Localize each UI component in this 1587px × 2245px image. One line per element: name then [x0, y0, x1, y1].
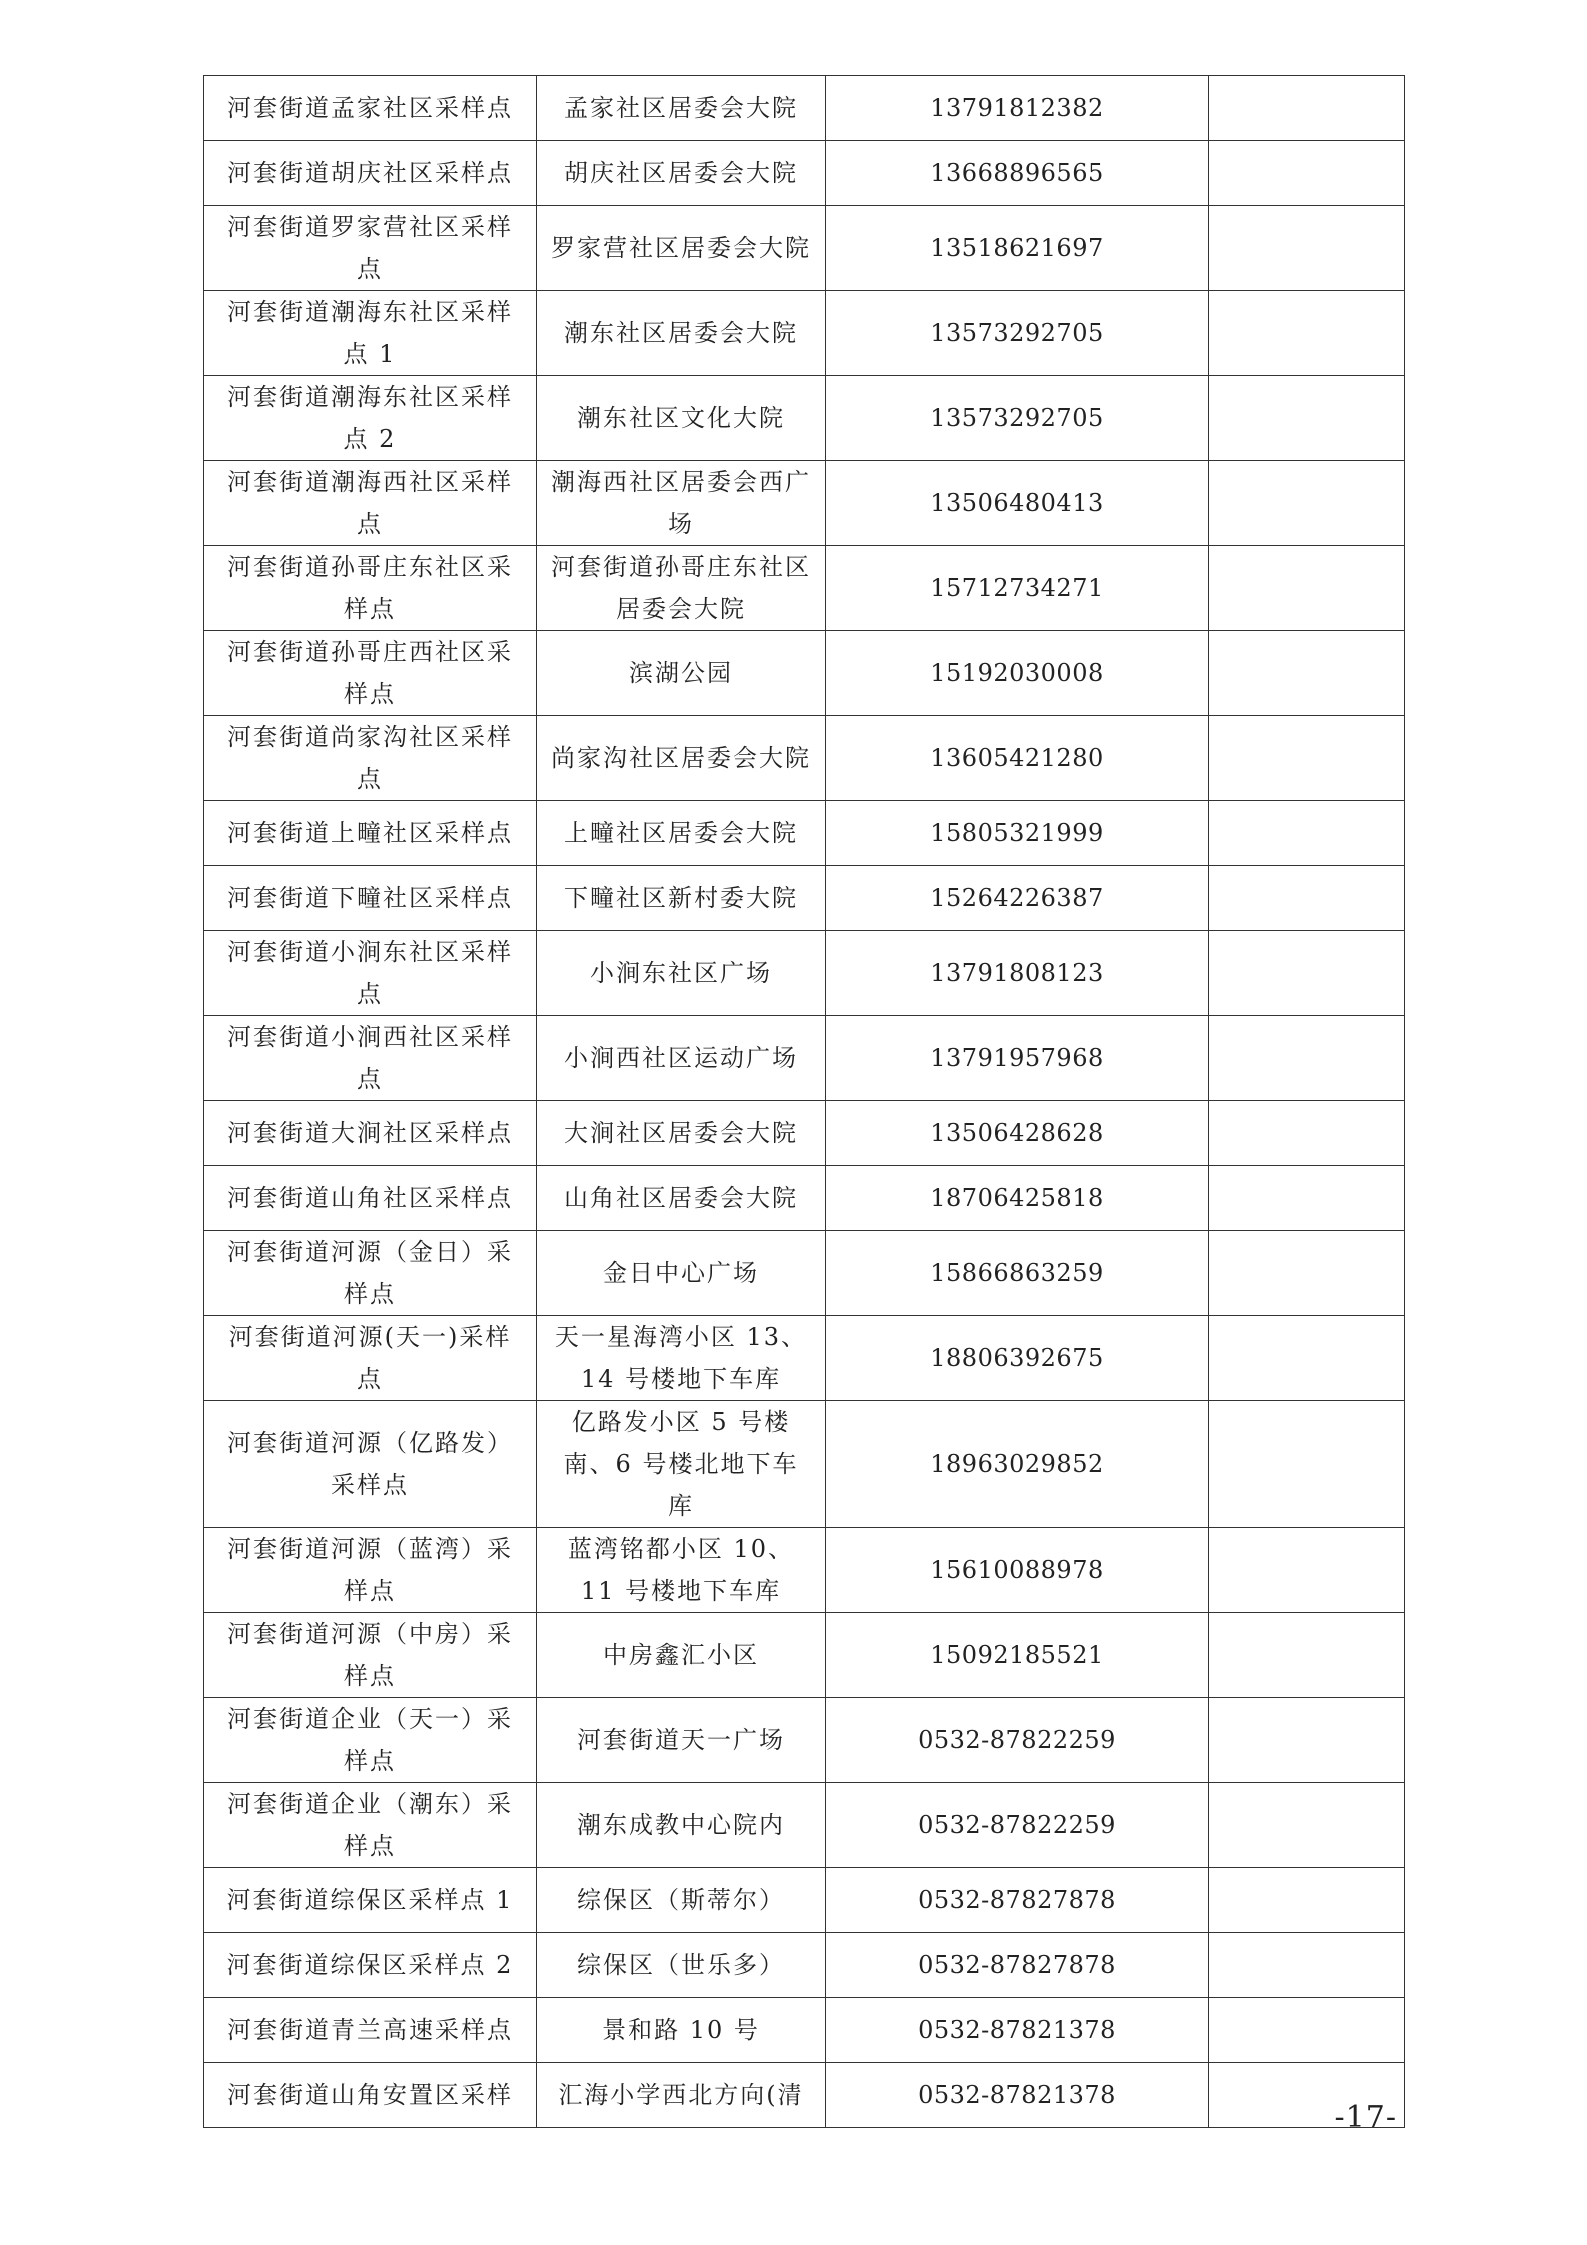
note-cell — [1209, 631, 1405, 716]
note-cell — [1209, 866, 1405, 931]
location-cell: 胡庆社区居委会大院 — [537, 141, 826, 206]
table-row — [204, 1613, 1405, 1698]
note-cell — [1209, 376, 1405, 461]
site-name-cell: 河套街道青兰高速采样点 — [204, 1998, 537, 2063]
site-name-cell: 河套街道企业（天一）采样点 — [204, 1698, 537, 1783]
phone-cell: 13668896565 — [826, 141, 1209, 206]
phone-cell: 15712734271 — [826, 546, 1209, 631]
table-row — [204, 291, 1405, 376]
site-name-cell: 河套街道综保区采样点 2 — [204, 1933, 537, 1998]
site-name-cell: 河套街道胡庆社区采样点 — [204, 141, 537, 206]
note-cell — [1209, 1316, 1405, 1401]
location-cell: 河套街道孙哥庄东社区居委会大院 — [537, 546, 826, 631]
phone-cell: 18806392675 — [826, 1316, 1209, 1401]
table-row — [204, 1231, 1405, 1316]
location-cell: 潮东社区居委会大院 — [537, 291, 826, 376]
phone-cell: 18963029852 — [826, 1401, 1209, 1528]
phone-cell: 0532-87821378 — [826, 2063, 1209, 2128]
table-row — [204, 141, 1405, 206]
phone-cell: 15264226387 — [826, 866, 1209, 931]
note-cell — [1209, 461, 1405, 546]
table-row — [204, 546, 1405, 631]
phone-cell: 13791957968 — [826, 1016, 1209, 1101]
phone-cell: 13506428628 — [826, 1101, 1209, 1166]
note-cell — [1209, 1868, 1405, 1933]
location-cell: 潮东社区文化大院 — [537, 376, 826, 461]
note-cell — [1209, 1101, 1405, 1166]
table-row — [204, 866, 1405, 931]
location-cell: 汇海小学西北方向(清 — [537, 2063, 826, 2128]
phone-cell: 13573292705 — [826, 376, 1209, 461]
phone-cell: 0532-87827878 — [826, 1933, 1209, 1998]
location-cell: 上疃社区居委会大院 — [537, 801, 826, 866]
phone-cell: 13506480413 — [826, 461, 1209, 546]
table-row — [204, 1868, 1405, 1933]
page-number: -17- — [1334, 2100, 1397, 2135]
phone-cell: 13518621697 — [826, 206, 1209, 291]
note-cell — [1209, 141, 1405, 206]
location-cell: 孟家社区居委会大院 — [537, 76, 826, 141]
location-cell: 小涧东社区广场 — [537, 931, 826, 1016]
table-row — [204, 1998, 1405, 2063]
phone-cell: 15610088978 — [826, 1528, 1209, 1613]
site-name-cell: 河套街道孟家社区采样点 — [204, 76, 537, 141]
note-cell — [1209, 1528, 1405, 1613]
note-cell — [1209, 1231, 1405, 1316]
site-name-cell: 河套街道山角安置区采样 — [204, 2063, 537, 2128]
note-cell — [1209, 206, 1405, 291]
phone-cell: 0532-87821378 — [826, 1998, 1209, 2063]
note-cell — [1209, 801, 1405, 866]
location-cell: 尚家沟社区居委会大院 — [537, 716, 826, 801]
table-row — [204, 1101, 1405, 1166]
note-cell — [1209, 1401, 1405, 1528]
sampling-sites-table — [203, 75, 1405, 2128]
location-cell: 亿路发小区 5 号楼南、6 号楼北地下车库 — [537, 1401, 826, 1528]
table-row — [204, 716, 1405, 801]
location-cell: 山角社区居委会大院 — [537, 1166, 826, 1231]
table-row — [204, 76, 1405, 141]
site-name-cell: 河套街道山角社区采样点 — [204, 1166, 537, 1231]
site-name-cell: 河套街道河源（亿路发）采样点 — [204, 1401, 537, 1528]
table-row — [204, 1166, 1405, 1231]
note-cell — [1209, 1166, 1405, 1231]
phone-cell: 13573292705 — [826, 291, 1209, 376]
table-row — [204, 376, 1405, 461]
site-name-cell: 河套街道企业（潮东）采样点 — [204, 1783, 537, 1868]
note-cell — [1209, 716, 1405, 801]
table-row — [204, 206, 1405, 291]
phone-cell: 15866863259 — [826, 1231, 1209, 1316]
site-name-cell: 河套街道潮海东社区采样点 1 — [204, 291, 537, 376]
site-name-cell: 河套街道上疃社区采样点 — [204, 801, 537, 866]
phone-cell: 0532-87822259 — [826, 1698, 1209, 1783]
note-cell — [1209, 291, 1405, 376]
location-cell: 下疃社区新村委大院 — [537, 866, 826, 931]
phone-cell: 13605421280 — [826, 716, 1209, 801]
table-row — [204, 1698, 1405, 1783]
site-name-cell: 河套街道孙哥庄西社区采样点 — [204, 631, 537, 716]
site-name-cell: 河套街道孙哥庄东社区采样点 — [204, 546, 537, 631]
table-row — [204, 1316, 1405, 1401]
site-name-cell: 河套街道罗家营社区采样点 — [204, 206, 537, 291]
location-cell: 景和路 10 号 — [537, 1998, 826, 2063]
note-cell — [1209, 546, 1405, 631]
table-row — [204, 1401, 1405, 1528]
location-cell: 天一星海湾小区 13、14 号楼地下车库 — [537, 1316, 826, 1401]
location-cell: 潮海西社区居委会西广场 — [537, 461, 826, 546]
location-cell: 河套街道天一广场 — [537, 1698, 826, 1783]
location-cell: 小涧西社区运动广场 — [537, 1016, 826, 1101]
note-cell — [1209, 1933, 1405, 1998]
note-cell — [1209, 1783, 1405, 1868]
phone-cell: 0532-87822259 — [826, 1783, 1209, 1868]
phone-cell: 15192030008 — [826, 631, 1209, 716]
phone-cell: 18706425818 — [826, 1166, 1209, 1231]
site-name-cell: 河套街道河源（中房）采样点 — [204, 1613, 537, 1698]
table-row — [204, 1783, 1405, 1868]
location-cell: 蓝湾铭都小区 10、11 号楼地下车库 — [537, 1528, 826, 1613]
note-cell — [1209, 931, 1405, 1016]
location-cell: 滨湖公园 — [537, 631, 826, 716]
phone-cell: 15805321999 — [826, 801, 1209, 866]
site-name-cell: 河套街道综保区采样点 1 — [204, 1868, 537, 1933]
table-row — [204, 461, 1405, 546]
site-name-cell: 河套街道河源(天一)采样点 — [204, 1316, 537, 1401]
site-name-cell: 河套街道潮海西社区采样点 — [204, 461, 537, 546]
site-name-cell: 河套街道潮海东社区采样点 2 — [204, 376, 537, 461]
note-cell — [1209, 1613, 1405, 1698]
location-cell: 罗家营社区居委会大院 — [537, 206, 826, 291]
table-row — [204, 1016, 1405, 1101]
table-row — [204, 2063, 1405, 2128]
table-row — [204, 801, 1405, 866]
site-name-cell: 河套街道尚家沟社区采样点 — [204, 716, 537, 801]
site-name-cell: 河套街道下疃社区采样点 — [204, 866, 537, 931]
table-row — [204, 631, 1405, 716]
site-name-cell: 河套街道大涧社区采样点 — [204, 1101, 537, 1166]
location-cell: 金日中心广场 — [537, 1231, 826, 1316]
site-name-cell: 河套街道小涧西社区采样点 — [204, 1016, 537, 1101]
phone-cell: 0532-87827878 — [826, 1868, 1209, 1933]
phone-cell: 13791812382 — [826, 76, 1209, 141]
note-cell — [1209, 76, 1405, 141]
table-row — [204, 1933, 1405, 1998]
phone-cell: 15092185521 — [826, 1613, 1209, 1698]
site-name-cell: 河套街道小涧东社区采样点 — [204, 931, 537, 1016]
location-cell: 大涧社区居委会大院 — [537, 1101, 826, 1166]
location-cell: 中房鑫汇小区 — [537, 1613, 826, 1698]
site-name-cell: 河套街道河源（金日）采样点 — [204, 1231, 537, 1316]
phone-cell: 13791808123 — [826, 931, 1209, 1016]
location-cell: 综保区（斯蒂尔） — [537, 1868, 826, 1933]
note-cell — [1209, 1698, 1405, 1783]
table-row — [204, 931, 1405, 1016]
location-cell: 潮东成教中心院内 — [537, 1783, 826, 1868]
note-cell — [1209, 1998, 1405, 2063]
table-row — [204, 1528, 1405, 1613]
note-cell — [1209, 1016, 1405, 1101]
location-cell: 综保区（世乐多） — [537, 1933, 826, 1998]
site-name-cell: 河套街道河源（蓝湾）采样点 — [204, 1528, 537, 1613]
